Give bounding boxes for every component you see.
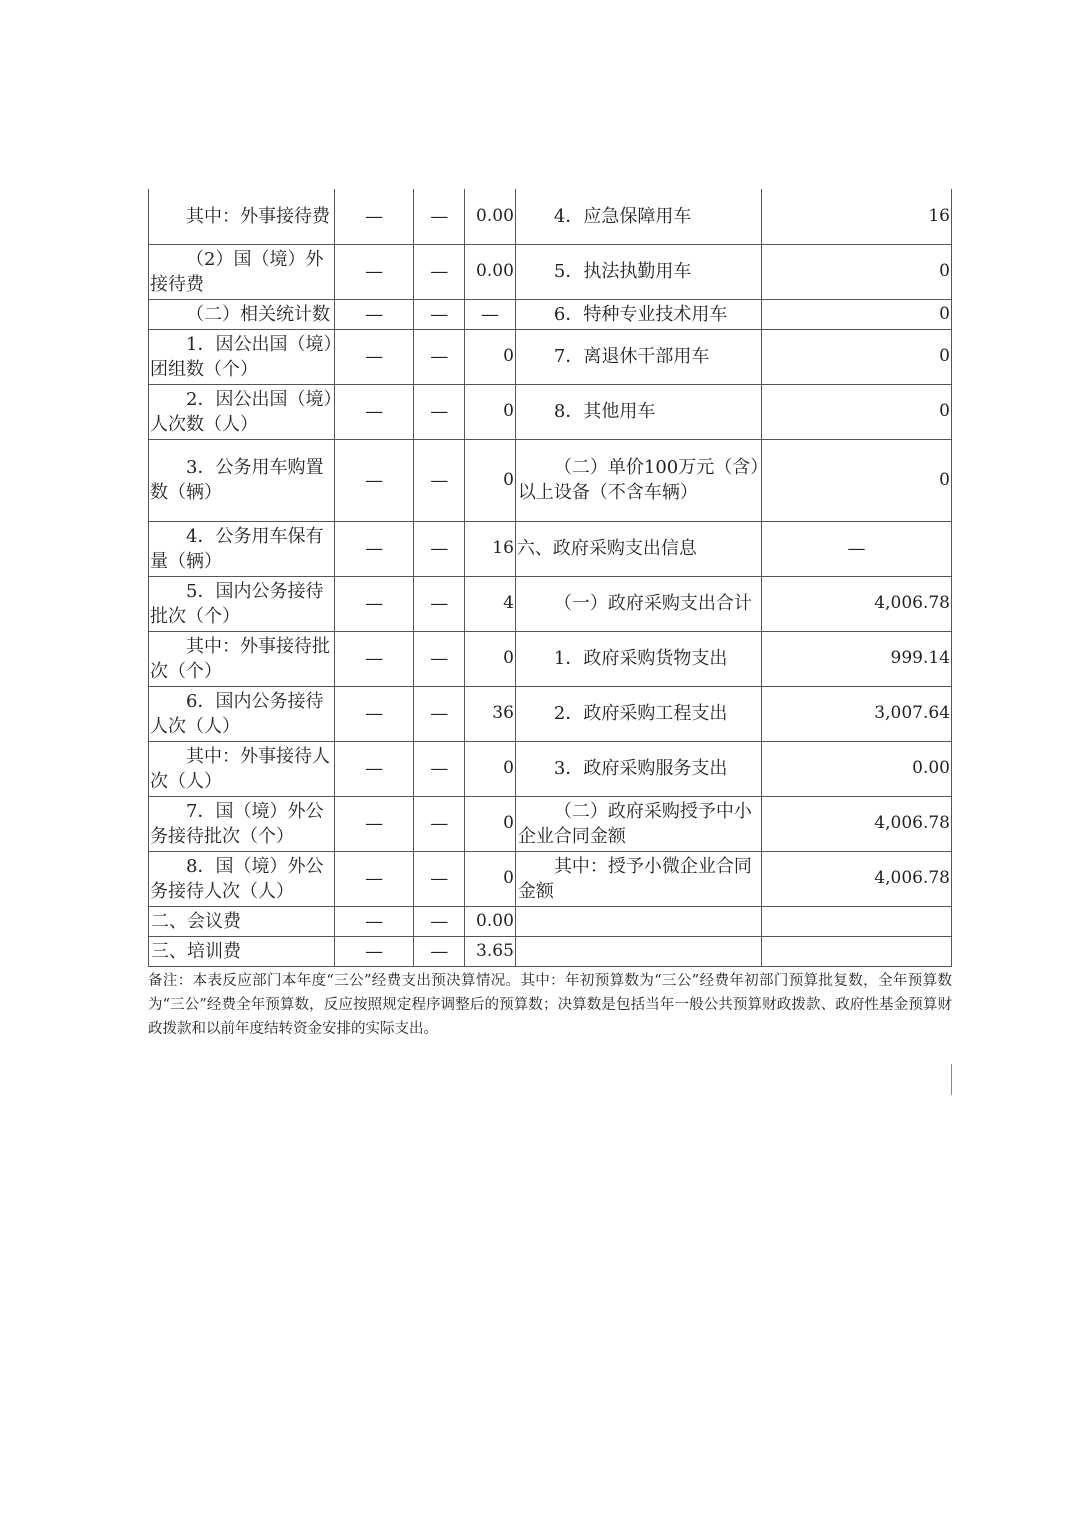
left-budget-initial: — xyxy=(335,576,414,631)
table-row xyxy=(149,299,952,329)
right-value: 3,007.64 xyxy=(761,686,951,741)
right-value: 4,006.78 xyxy=(761,851,951,906)
table-row xyxy=(149,439,952,521)
left-budget-full-year: — xyxy=(414,631,465,686)
left-final-value: 0 xyxy=(465,439,516,521)
right-item-name: 其中：授予小微企业合同金额 xyxy=(515,851,761,906)
left-budget-initial: — xyxy=(335,796,414,851)
right-item-name: 5．执法执勤用车 xyxy=(515,244,761,299)
right-value: 0 xyxy=(761,384,951,439)
right-value xyxy=(761,906,951,936)
left-item-name: 二、会议费 xyxy=(149,906,335,936)
left-final-value: 0.00 xyxy=(465,906,516,936)
left-item-name: 其中：外事接待人次（人） xyxy=(149,741,335,796)
left-budget-full-year: — xyxy=(414,741,465,796)
left-final-value: — xyxy=(465,299,516,329)
left-item-name: 7．国（境）外公务接待批次（个） xyxy=(149,796,335,851)
right-value: 4,006.78 xyxy=(761,796,951,851)
right-value: 999.14 xyxy=(761,631,951,686)
left-budget-initial: — xyxy=(335,521,414,576)
left-budget-full-year: — xyxy=(414,851,465,906)
table-row xyxy=(149,576,952,631)
left-final-value: 0 xyxy=(465,384,516,439)
table-row xyxy=(149,936,952,966)
left-budget-full-year: — xyxy=(414,299,465,329)
right-item-name: 4．应急保障用车 xyxy=(515,189,761,244)
right-item-name: 2．政府采购工程支出 xyxy=(515,686,761,741)
left-budget-initial: — xyxy=(335,851,414,906)
left-budget-full-year: — xyxy=(414,384,465,439)
left-item-name: 4．公务用车保有量（辆） xyxy=(149,521,335,576)
right-value: — xyxy=(761,521,951,576)
left-budget-initial: — xyxy=(335,741,414,796)
right-item-name: 7．离退休干部用车 xyxy=(515,329,761,384)
right-item-name: （二）政府采购授予中小企业合同金额 xyxy=(515,796,761,851)
right-item-name xyxy=(515,936,761,966)
left-budget-full-year: — xyxy=(414,686,465,741)
left-budget-initial: — xyxy=(335,329,414,384)
table-row xyxy=(149,741,952,796)
table-row xyxy=(149,329,952,384)
left-item-name: 3．公务用车购置数（辆） xyxy=(149,439,335,521)
right-item-name: 3．政府采购服务支出 xyxy=(515,741,761,796)
left-item-name: （2）国（境）外接待费 xyxy=(149,244,335,299)
left-budget-initial: — xyxy=(335,686,414,741)
table-row xyxy=(149,244,952,299)
left-item-name: 2．因公出国（境）人次数（人） xyxy=(149,384,335,439)
left-budget-initial: — xyxy=(335,384,414,439)
left-budget-full-year: — xyxy=(414,439,465,521)
left-budget-initial: — xyxy=(335,439,414,521)
document-sheet xyxy=(148,189,952,1041)
left-final-value: 0 xyxy=(465,796,516,851)
left-budget-full-year: — xyxy=(414,576,465,631)
table-row xyxy=(149,521,952,576)
left-budget-initial: — xyxy=(335,189,414,244)
table-row xyxy=(149,851,952,906)
right-item-name: 六、政府采购支出信息 xyxy=(515,521,761,576)
right-item-name xyxy=(515,906,761,936)
right-value: 0 xyxy=(761,244,951,299)
left-item-name: 三、培训费 xyxy=(149,936,335,966)
left-item-name: 8．国（境）外公务接待人次（人） xyxy=(149,851,335,906)
left-budget-full-year: — xyxy=(414,796,465,851)
left-item-name: 5．国内公务接待批次（个） xyxy=(149,576,335,631)
right-item-name: （一）政府采购支出合计 xyxy=(515,576,761,631)
left-final-value: 0 xyxy=(465,631,516,686)
table-row xyxy=(149,384,952,439)
right-value: 4,006.78 xyxy=(761,576,951,631)
left-final-value: 36 xyxy=(465,686,516,741)
left-item-name: 其中：外事接待费 xyxy=(149,189,335,244)
left-item-name: 其中：外事接待批次（个） xyxy=(149,631,335,686)
left-budget-initial: — xyxy=(335,906,414,936)
left-final-value: 0.00 xyxy=(465,244,516,299)
table-footnote: 备注：本表反应部门本年度“三公”经费支出预决算情况。其中：年初预算数为“三公”经费年初部门预算批复数，全年预算数为“三公”经费全年预算数，反应按照规定程序调整后的预算数；决算数是包括当年一般公共预算财政拨款、政府性基金预算财政拨款和以前年度结转资金安排的实际支出。 xyxy=(148,972,952,1037)
left-budget-initial: — xyxy=(335,936,414,966)
left-budget-full-year: — xyxy=(414,521,465,576)
left-final-value: 3.65 xyxy=(465,936,516,966)
left-final-value: 4 xyxy=(465,576,516,631)
right-value: 0.00 xyxy=(761,741,951,796)
left-budget-full-year: — xyxy=(414,329,465,384)
left-final-value: 16 xyxy=(465,521,516,576)
right-value: 16 xyxy=(761,189,951,244)
table-row xyxy=(149,686,952,741)
left-item-name: （二）相关统计数 xyxy=(149,299,335,329)
page-edge-line xyxy=(951,1064,952,1095)
left-final-value: 0.00 xyxy=(465,189,516,244)
table-row xyxy=(149,189,952,244)
left-budget-full-year: — xyxy=(414,189,465,244)
three-public-expenses-table xyxy=(148,189,952,967)
left-final-value: 0 xyxy=(465,851,516,906)
right-item-name: 8．其他用车 xyxy=(515,384,761,439)
left-budget-full-year: — xyxy=(414,244,465,299)
left-budget-initial: — xyxy=(335,244,414,299)
left-budget-initial: — xyxy=(335,631,414,686)
right-item-name: 1．政府采购货物支出 xyxy=(515,631,761,686)
left-budget-full-year: — xyxy=(414,906,465,936)
table-row xyxy=(149,631,952,686)
right-value: 0 xyxy=(761,299,951,329)
table-row xyxy=(149,796,952,851)
left-final-value: 0 xyxy=(465,329,516,384)
right-value: 0 xyxy=(761,329,951,384)
table-row xyxy=(149,906,952,936)
right-value xyxy=(761,936,951,966)
right-item-name: （二）单价100万元（含）以上设备（不含车辆） xyxy=(515,439,761,521)
left-budget-initial: — xyxy=(335,299,414,329)
left-final-value: 0 xyxy=(465,741,516,796)
left-budget-full-year: — xyxy=(414,936,465,966)
right-item-name: 6．特种专业技术用车 xyxy=(515,299,761,329)
left-item-name: 6．国内公务接待人次（人） xyxy=(149,686,335,741)
right-value: 0 xyxy=(761,439,951,521)
left-item-name: 1．因公出国（境）团组数（个） xyxy=(149,329,335,384)
